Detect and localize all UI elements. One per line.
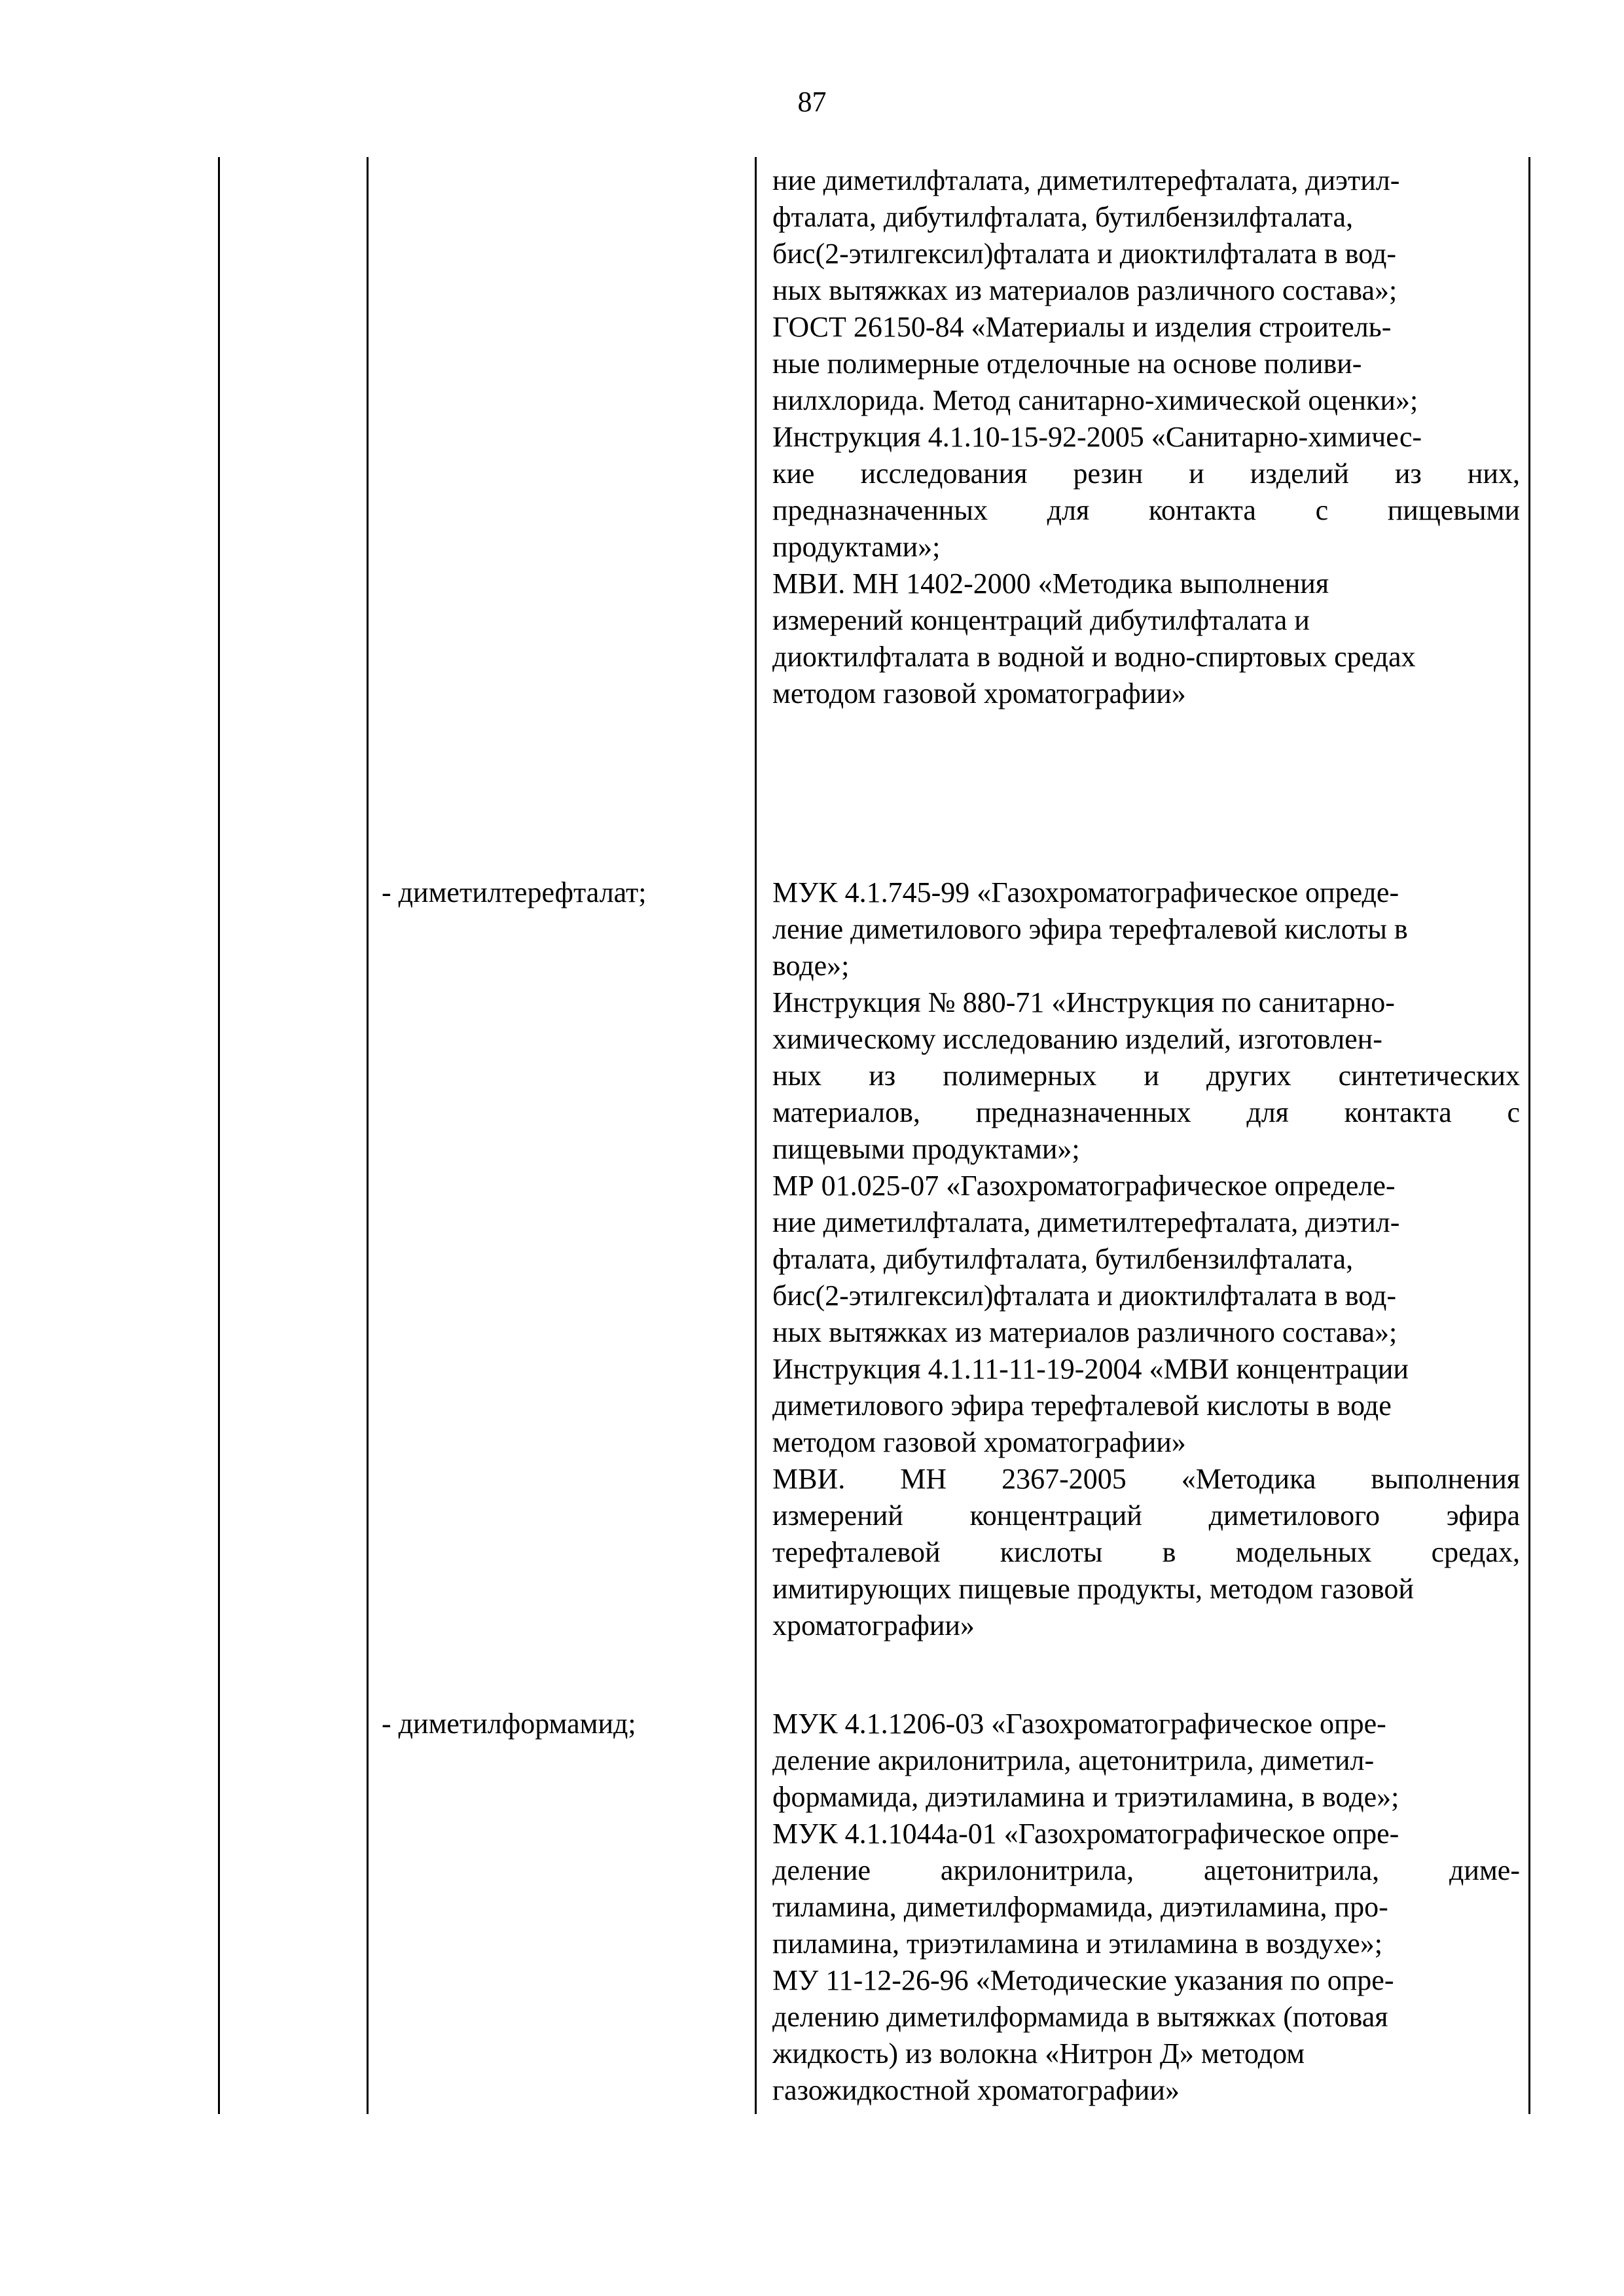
- word: измерений: [772, 1499, 903, 1532]
- word: с: [1315, 494, 1329, 526]
- word: акрилонитрила,: [940, 1854, 1134, 1886]
- word: кие: [772, 457, 815, 490]
- word: материалов,: [772, 1096, 920, 1128]
- text-line: жидкость) из волокна «Нитрон Д» методом: [772, 2037, 1305, 2070]
- word: предназначенных: [772, 494, 988, 526]
- method-cell: [772, 1706, 1520, 2109]
- substance-label: - диметилформамид;: [382, 1708, 636, 1740]
- word: эфира: [1446, 1499, 1520, 1532]
- text-line: пиламина, триэтиламина и этиламина в воздухе»;: [772, 1928, 1383, 1960]
- text-line: диоктилфталата в водной и водно-спиртовых средах: [772, 641, 1416, 673]
- word: исследования: [860, 457, 1028, 490]
- table-column-divider-1: [367, 157, 369, 2114]
- word: них,: [1467, 457, 1520, 490]
- text-line: Инструкция 4.1.11-11-19-2004 «МВИ концентрации: [772, 1353, 1409, 1385]
- word: средах,: [1431, 1536, 1520, 1568]
- text-line: формамида, диэтиламина и триэтиламина, в воде»;: [772, 1781, 1399, 1813]
- text-line: химическому исследованию изделий, изготовлен-: [772, 1023, 1382, 1055]
- word: выполнения: [1371, 1463, 1520, 1495]
- word: кислоты: [1000, 1536, 1103, 1568]
- word: ацетонитрила,: [1204, 1854, 1380, 1886]
- text-line: воде»;: [772, 950, 850, 982]
- justified-line: [772, 1534, 1520, 1571]
- word: из: [1394, 457, 1422, 490]
- word: и: [1144, 1060, 1159, 1092]
- continuation-cell: [772, 162, 1520, 712]
- text-line: Инструкция 4.1.10-15-92-2005 «Санитарно-химичес-: [772, 421, 1422, 453]
- text-line: бис(2-этилгексил)фталата и диоктилфталата в вод-: [772, 238, 1397, 270]
- text-line: МР 01.025-07 «Газохроматографическое определе-: [772, 1170, 1396, 1202]
- text-line: хроматографии»: [772, 1609, 975, 1641]
- word: для: [1246, 1096, 1289, 1128]
- word: синтетических: [1338, 1060, 1520, 1092]
- method-cell: [772, 874, 1520, 1644]
- text-line: тиламина, диметилформамида, диэтиламина, про-: [772, 1891, 1388, 1923]
- text-line: бис(2-этилгексил)фталата и диоктилфталата в вод-: [772, 1280, 1397, 1312]
- justified-line: [772, 1498, 1520, 1534]
- text-line: диметилового эфира терефталевой кислоты в воде: [772, 1390, 1392, 1422]
- word: в: [1162, 1536, 1176, 1568]
- text-line: ГОСТ 26150-84 «Материалы и изделия строитель-: [772, 311, 1392, 343]
- text-line: пищевыми продуктами»;: [772, 1133, 1080, 1165]
- word: диме-: [1449, 1854, 1520, 1886]
- word: резин: [1073, 457, 1144, 490]
- text-line: фталата, дибутилфталата, бутилбензилфталата,: [772, 201, 1354, 233]
- word: МН: [900, 1463, 947, 1495]
- word: диметилового: [1208, 1499, 1380, 1532]
- text-line: МВИ. МН 1402-2000 «Методика выполнения: [772, 567, 1329, 600]
- text-line: деление акрилонитрила, ацетонитрила, диметил-: [772, 1744, 1375, 1776]
- text-line: измерений концентраций дибутилфталата и: [772, 604, 1310, 636]
- text-line: фталата, дибутилфталата, бутилбензилфталата,: [772, 1243, 1354, 1275]
- word: с: [1507, 1096, 1520, 1128]
- text-line: ние диметилфталата, диметилтерефталата, диэтил-: [772, 164, 1400, 196]
- word: МВИ.: [772, 1463, 846, 1495]
- justified-line: [772, 1094, 1520, 1131]
- text-line: методом газовой хроматографии»: [772, 1426, 1186, 1458]
- text-line: продуктами»;: [772, 531, 941, 563]
- justified-line: [772, 456, 1520, 492]
- word: 2367-2005: [1001, 1463, 1127, 1495]
- word: ных: [772, 1060, 822, 1092]
- word: из: [869, 1060, 896, 1092]
- text-line: нилхлорида. Метод санитарно-химической оценки»;: [772, 384, 1418, 416]
- text-line: ные полимерные отделочные на основе поливи-: [772, 348, 1362, 380]
- word: изделий: [1250, 457, 1349, 490]
- text-line: газожидкостной хроматографии»: [772, 2074, 1180, 2106]
- text-line: ных вытяжках из материалов различного состава»;: [772, 274, 1398, 306]
- text-line: МУ 11-12-26-96 «Методические указания по опре-: [772, 1964, 1394, 1996]
- word: контакта: [1148, 494, 1256, 526]
- text-line: Инструкция № 880-71 «Инструкция по санитарно-: [772, 986, 1395, 1018]
- text-line: МУК 4.1.1206-03 «Газохроматографическое опре-: [772, 1708, 1386, 1740]
- text-line: делению диметилформамида в вытяжках (потовая: [772, 2001, 1388, 2033]
- text-line: ление диметилового эфира терефталевой кислоты в: [772, 913, 1408, 945]
- word: других: [1206, 1060, 1291, 1092]
- text-line: ных вытяжках из материалов различного состава»;: [772, 1316, 1398, 1348]
- justified-line: [772, 1058, 1520, 1094]
- table-column-divider-2: [755, 157, 757, 2114]
- word: для: [1047, 494, 1090, 526]
- justified-line: [772, 492, 1520, 529]
- word: предназначенных: [975, 1096, 1191, 1128]
- word: модельных: [1235, 1536, 1372, 1568]
- word: пищевыми: [1387, 494, 1520, 526]
- justified-line: [772, 1852, 1520, 1889]
- text-line: имитирующих пищевые продукты, методом газовой: [772, 1573, 1414, 1605]
- text-line: методом газовой хроматографии»: [772, 677, 1186, 709]
- word: полимерных: [943, 1060, 1097, 1092]
- word: деление: [772, 1854, 871, 1886]
- word: и: [1189, 457, 1204, 490]
- text-line: ние диметилфталата, диметилтерефталата, диэтил-: [772, 1206, 1400, 1238]
- word: контакта: [1344, 1096, 1452, 1128]
- text-line: МУК 4.1.1044а-01 «Газохроматографическое опре-: [772, 1818, 1399, 1850]
- word: терефталевой: [772, 1536, 941, 1568]
- table-border-right: [1528, 157, 1530, 2114]
- justified-line: [772, 1461, 1520, 1498]
- page-number: 87: [797, 86, 827, 118]
- text-line: МУК 4.1.745-99 «Газохроматографическое опреде-: [772, 876, 1399, 908]
- substance-label: - диметилтерефталат;: [382, 876, 647, 908]
- word: концентраций: [969, 1499, 1142, 1532]
- word: «Методика: [1181, 1463, 1316, 1495]
- table-border-left: [218, 157, 220, 2114]
